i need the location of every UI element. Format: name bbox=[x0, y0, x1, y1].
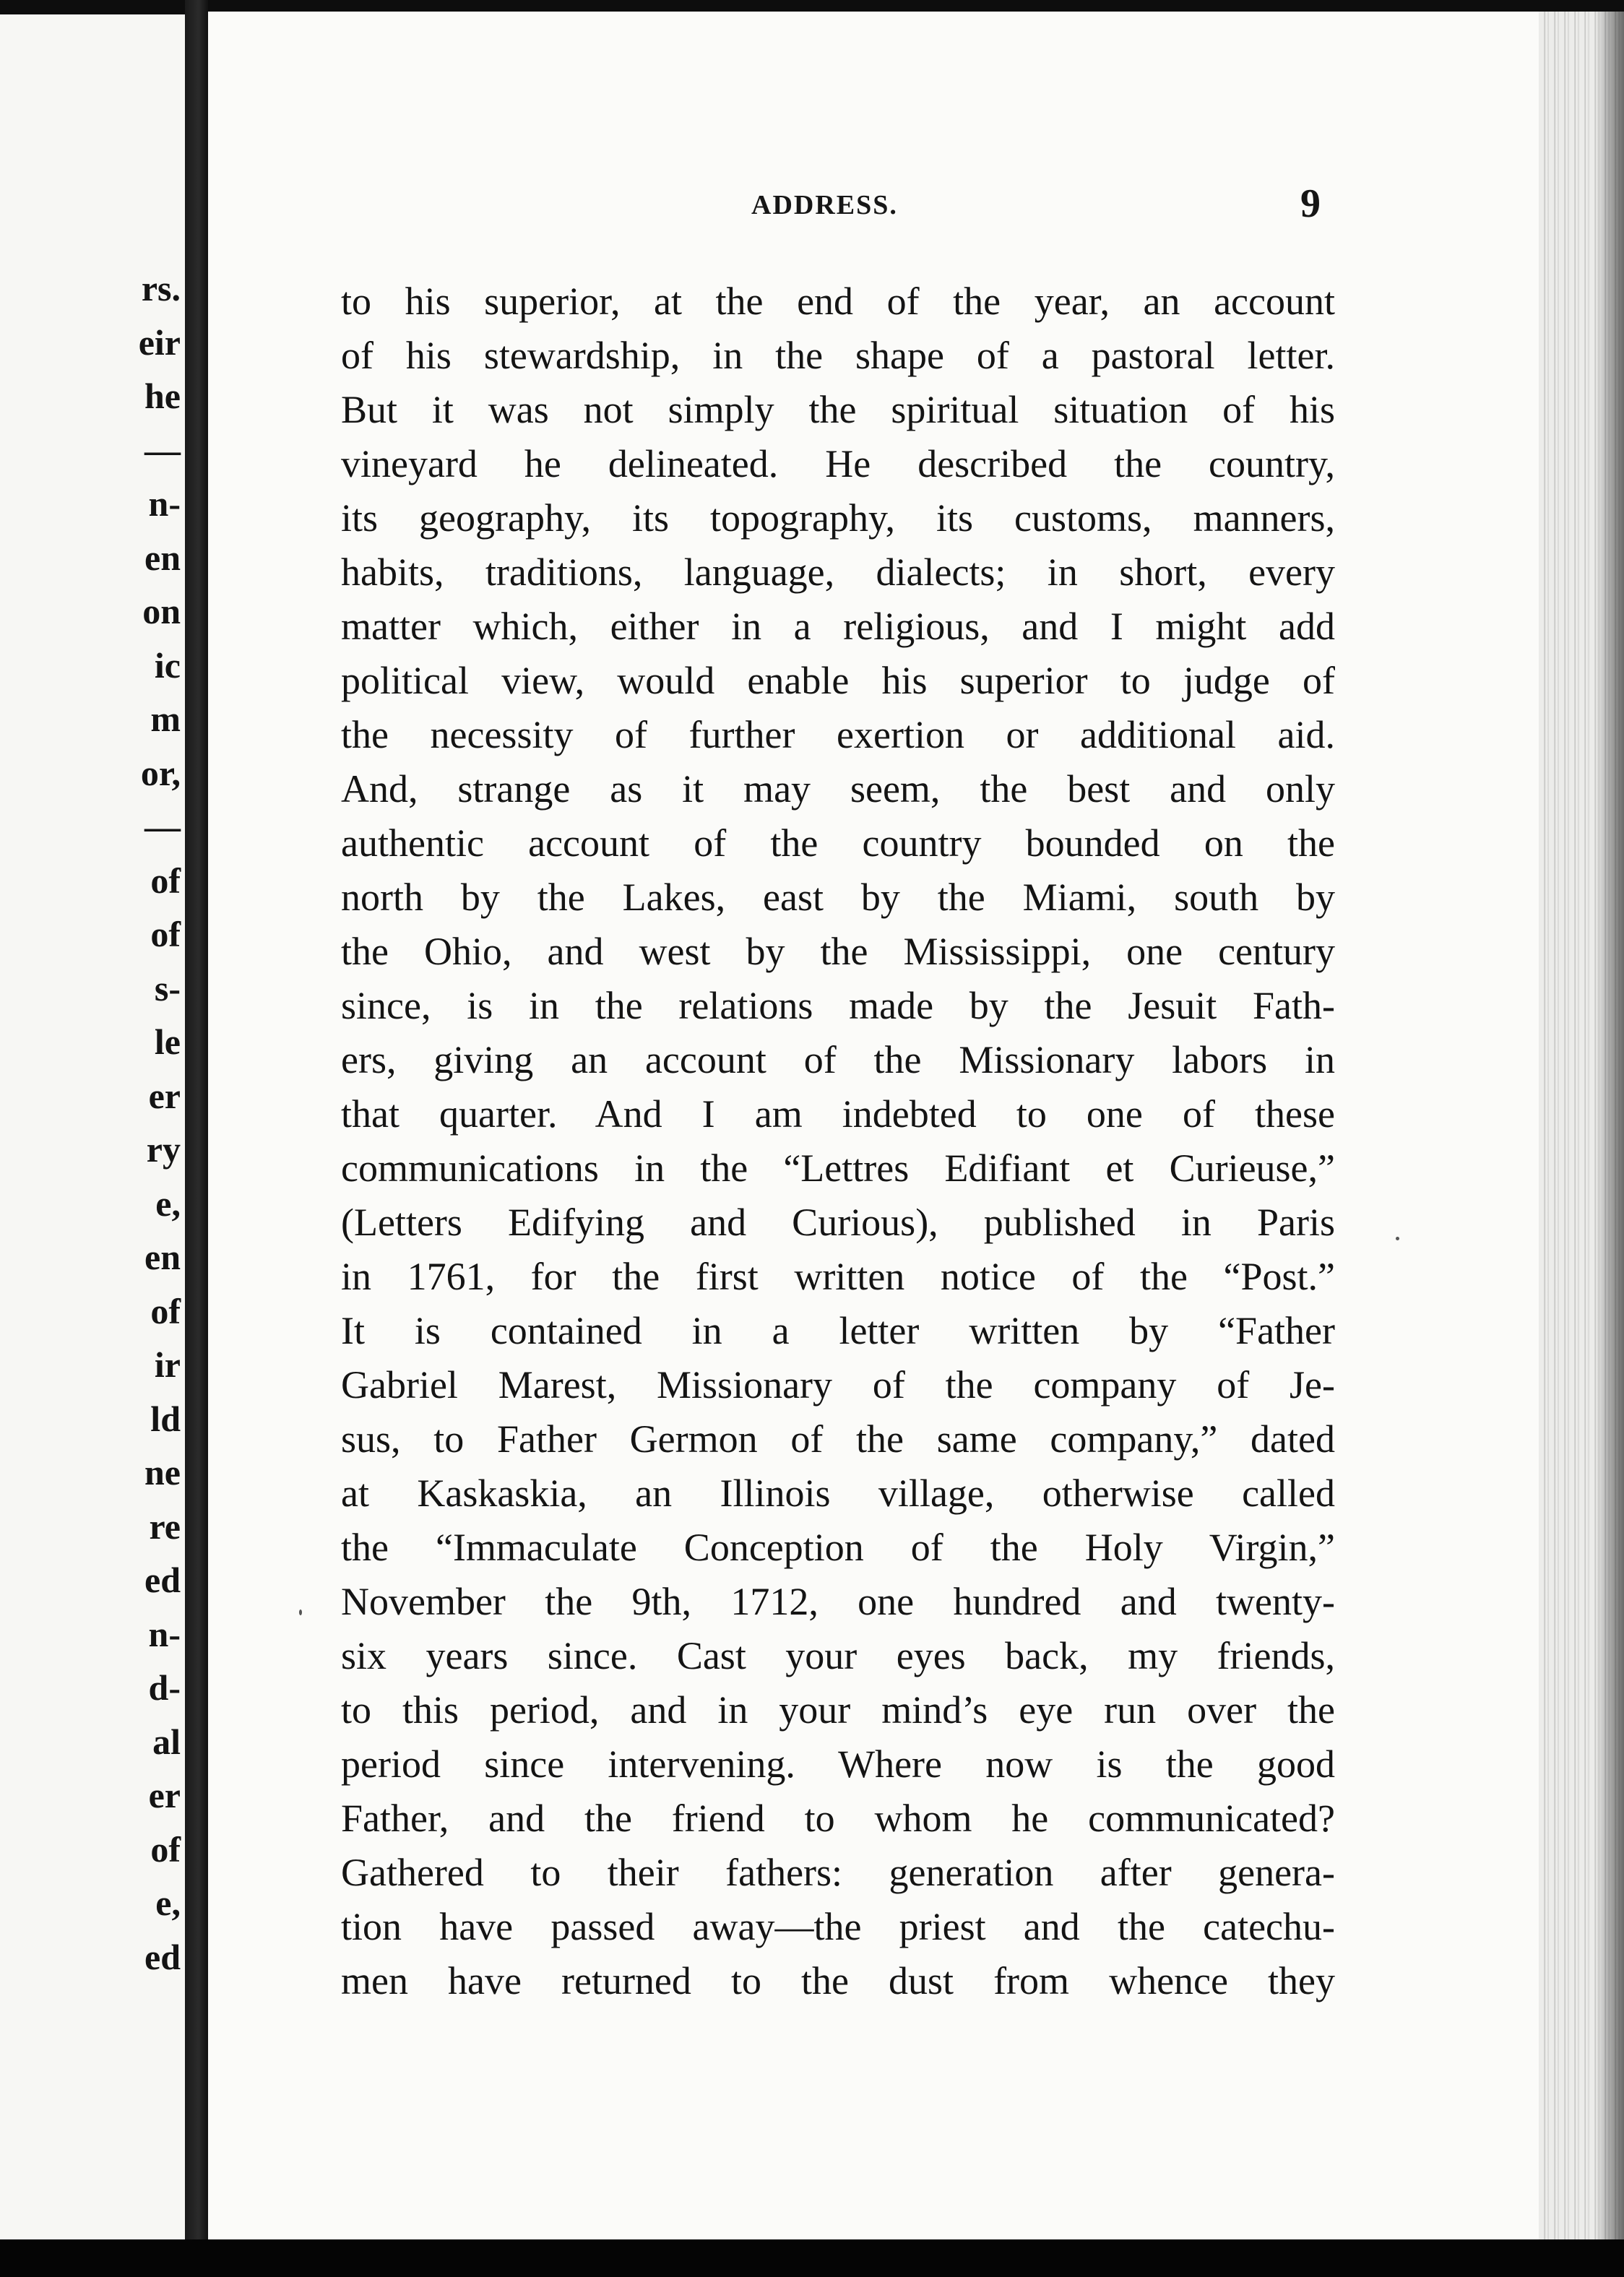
facing-page-fragment: of bbox=[150, 914, 181, 954]
text-line: the “Immaculate Conception of the Holy Virgin,” bbox=[341, 1526, 1335, 1569]
facing-page-fragment: re bbox=[149, 1505, 181, 1547]
text-line: Gathered to their fathers: generation after genera- bbox=[341, 1851, 1335, 1894]
text-line: But it was not simply the spiritual situation of his bbox=[341, 388, 1335, 431]
text-line: matter which, either in a religious, and I might add bbox=[341, 605, 1335, 648]
facing-page-fragment: rs. bbox=[141, 268, 181, 308]
facing-page-fragment: er bbox=[148, 1075, 181, 1116]
facing-page-left bbox=[0, 14, 185, 2239]
facing-page-fragment: eir bbox=[138, 321, 181, 363]
facing-page-fragment: en bbox=[144, 537, 181, 578]
text-line: It is contained in a letter written by “Father bbox=[341, 1309, 1335, 1352]
text-line: to this period, and in your mind’s eye run over the bbox=[341, 1688, 1335, 1732]
facing-page-fragment: ir bbox=[154, 1344, 181, 1385]
scan-border bbox=[0, 2239, 1624, 2277]
text-line: (Letters Edifying and Curious), published in Paris bbox=[341, 1201, 1335, 1244]
facing-page-fragment: en bbox=[144, 1237, 181, 1277]
text-line: the Ohio, and west by the Mississippi, one century bbox=[341, 930, 1335, 973]
text-line: north by the Lakes, east by the Miami, south by bbox=[341, 876, 1335, 919]
text-line: political view, would enable his superior to judge of bbox=[341, 659, 1335, 702]
facing-page-fragment: or, bbox=[140, 752, 181, 793]
facing-page-fragment: n- bbox=[148, 483, 181, 524]
facing-page-fragment: ic bbox=[154, 644, 181, 686]
text-line: authentic account of the country bounded on the bbox=[341, 821, 1335, 865]
facing-page-fragment: ed bbox=[144, 1936, 181, 1977]
page-number: 9 bbox=[1300, 181, 1321, 226]
book-gutter bbox=[185, 0, 208, 2277]
facing-page-fragment: — bbox=[144, 429, 181, 470]
facing-page-fragment: on bbox=[142, 591, 181, 631]
text-line: at Kaskaskia, an Illinois village, otherwise called bbox=[341, 1472, 1335, 1515]
facing-page-fragment: e, bbox=[155, 1883, 181, 1923]
facing-page-fragment: ld bbox=[150, 1398, 181, 1439]
text-line: Father, and the friend to whom he communicated? bbox=[341, 1797, 1335, 1840]
text-line: ers, giving an account of the Missionary labors in bbox=[341, 1038, 1335, 1081]
text-line: period since intervening. Where now is the good bbox=[341, 1742, 1335, 1786]
facing-page-fragment: le bbox=[154, 1021, 181, 1062]
paper-speck bbox=[299, 1610, 302, 1615]
text-line: And, strange as it may seem, the best and only bbox=[341, 767, 1335, 811]
facing-page-fragment: ne bbox=[144, 1452, 181, 1492]
text-line: that quarter. And I am indebted to one of these bbox=[341, 1092, 1335, 1136]
facing-page-fragment: er bbox=[148, 1775, 181, 1815]
text-line: to his superior, at the end of the year, an account bbox=[341, 280, 1335, 323]
facing-page-fragment: m bbox=[150, 699, 181, 739]
text-line: November the 9th, 1712, one hundred and twenty- bbox=[341, 1580, 1335, 1623]
text-line: tion have passed away—the priest and the catechu- bbox=[341, 1905, 1335, 1948]
page-edges bbox=[1539, 12, 1624, 2239]
facing-page-fragment: al bbox=[152, 1721, 181, 1762]
text-line: six years since. Cast your eyes back, my friends, bbox=[341, 1634, 1335, 1677]
running-head: ADDRESS. bbox=[751, 190, 898, 220]
text-line: habits, traditions, language, dialects; in short, every bbox=[341, 550, 1335, 594]
facing-page-fragment: of bbox=[150, 1290, 181, 1331]
facing-page-fragment: — bbox=[144, 806, 181, 847]
facing-page-fragment: ed bbox=[144, 1560, 181, 1600]
facing-page-fragment: s- bbox=[154, 967, 181, 1008]
text-line: communications in the “Lettres Edifiant et Curieuse,” bbox=[341, 1146, 1335, 1190]
facing-page-fragment: d- bbox=[148, 1667, 181, 1708]
text-line: its geography, its topography, its customs, manners, bbox=[341, 496, 1335, 540]
text-line: Gabriel Marest, Missionary of the company of Je- bbox=[341, 1363, 1335, 1407]
text-line: sus, to Father Germon of the same company,” dated bbox=[341, 1417, 1335, 1461]
facing-page-fragment: he bbox=[144, 376, 181, 416]
text-line: in 1761, for the first written notice of the “Post.” bbox=[341, 1255, 1335, 1298]
text-line: the necessity of further exertion or additional aid. bbox=[341, 713, 1335, 756]
body-text bbox=[341, 275, 1335, 2008]
text-line: of his stewardship, in the shape of a pastoral letter. bbox=[341, 334, 1335, 377]
facing-page-fragment: of bbox=[150, 860, 181, 901]
facing-page-fragment: of bbox=[150, 1828, 181, 1870]
facing-page-fragment: ry bbox=[146, 1129, 181, 1170]
text-line: since, is in the relations made by the Jesuit Fath- bbox=[341, 984, 1335, 1027]
text-line: vineyard he delineated. He described the country, bbox=[341, 442, 1335, 485]
text-line: men have returned to the dust from whence they bbox=[341, 1959, 1335, 2002]
facing-page-fragment: n- bbox=[148, 1613, 181, 1654]
paper-speck bbox=[1396, 1237, 1399, 1240]
facing-page-fragment: e, bbox=[155, 1183, 181, 1224]
